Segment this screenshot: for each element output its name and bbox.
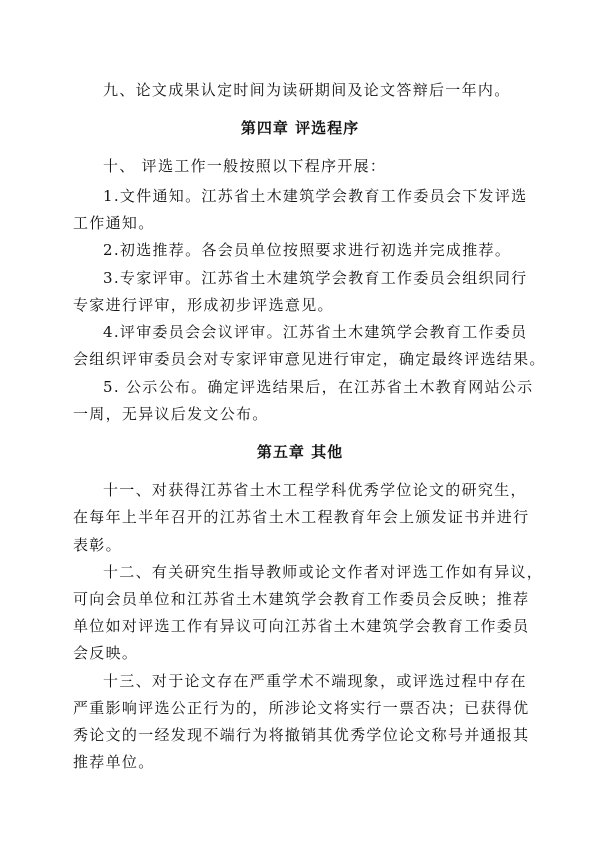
- step-5-line-1: 5. 公示公布。确定评选结果后，在江苏省土木教育网站公示: [103, 378, 534, 396]
- step-1-line-2: 工作通知。: [73, 214, 155, 232]
- clause-13-line-2: 严重影响评选公正行为的，所涉论文将实行一票否决；已获得优: [73, 699, 530, 717]
- clause-11-line-3: 表彰。: [73, 536, 122, 554]
- clause-11-line-1: 十一、对获得江苏省土木工程学科优秀学位论文的研究生，: [103, 481, 527, 499]
- step-3-line-2: 专家进行评审，形成初步评选意见。: [73, 296, 334, 314]
- clause-10-intro: 十、 评选工作一般按照以下程序开展：: [103, 157, 387, 175]
- step-5-line-2: 一周，无异议后发文公布。: [73, 405, 269, 423]
- step-4-line-2: 会组织评审委员会对专家评审意见进行审定，确定最终评选结果。: [73, 350, 546, 368]
- clause-11-line-2: 在每年上半年召开的江苏省土木工程教育年会上颁发证书并进行: [73, 508, 530, 526]
- chapter-5-heading: 第五章 其他: [256, 443, 344, 461]
- step-3-line-1: 3.专家评审。江苏省土木建筑学会教育工作委员会组织同行: [103, 269, 528, 287]
- clause-12-line-4: 会反映。: [73, 644, 139, 662]
- step-2: 2.初选推荐。各会员单位按照要求进行初选并完成推荐。: [103, 241, 512, 259]
- step-4-line-1: 4.评审委员会会议评审。江苏省土木建筑学会教育工作委员: [103, 323, 528, 341]
- chapter-4-heading: 第四章 评选程序: [240, 119, 360, 137]
- clause-13-line-4: 推荐单位。: [73, 753, 155, 771]
- clause-12-line-3: 单位如对评选工作有异议可向江苏省土木建筑学会教育工作委员: [73, 617, 530, 635]
- clause-12-line-2: 可向会员单位和江苏省土木建筑学会教育工作委员会反映；推荐: [73, 590, 530, 608]
- clause-9: 九、论文成果认定时间为读研期间及论文答辩后一年内。: [103, 81, 511, 99]
- step-1-line-1: 1.文件通知。江苏省土木建筑学会教育工作委员会下发评选: [103, 187, 528, 205]
- clause-12-line-1: 十二、有关研究生指导教师或论文作者对评选工作如有异议，: [103, 563, 544, 581]
- clause-13-line-1: 十三、对于论文存在严重学术不端现象，或评选过程中存在: [103, 672, 527, 690]
- clause-13-line-3: 秀论文的一经发现不端行为将撤销其优秀学位论文称号并通报其: [73, 726, 530, 744]
